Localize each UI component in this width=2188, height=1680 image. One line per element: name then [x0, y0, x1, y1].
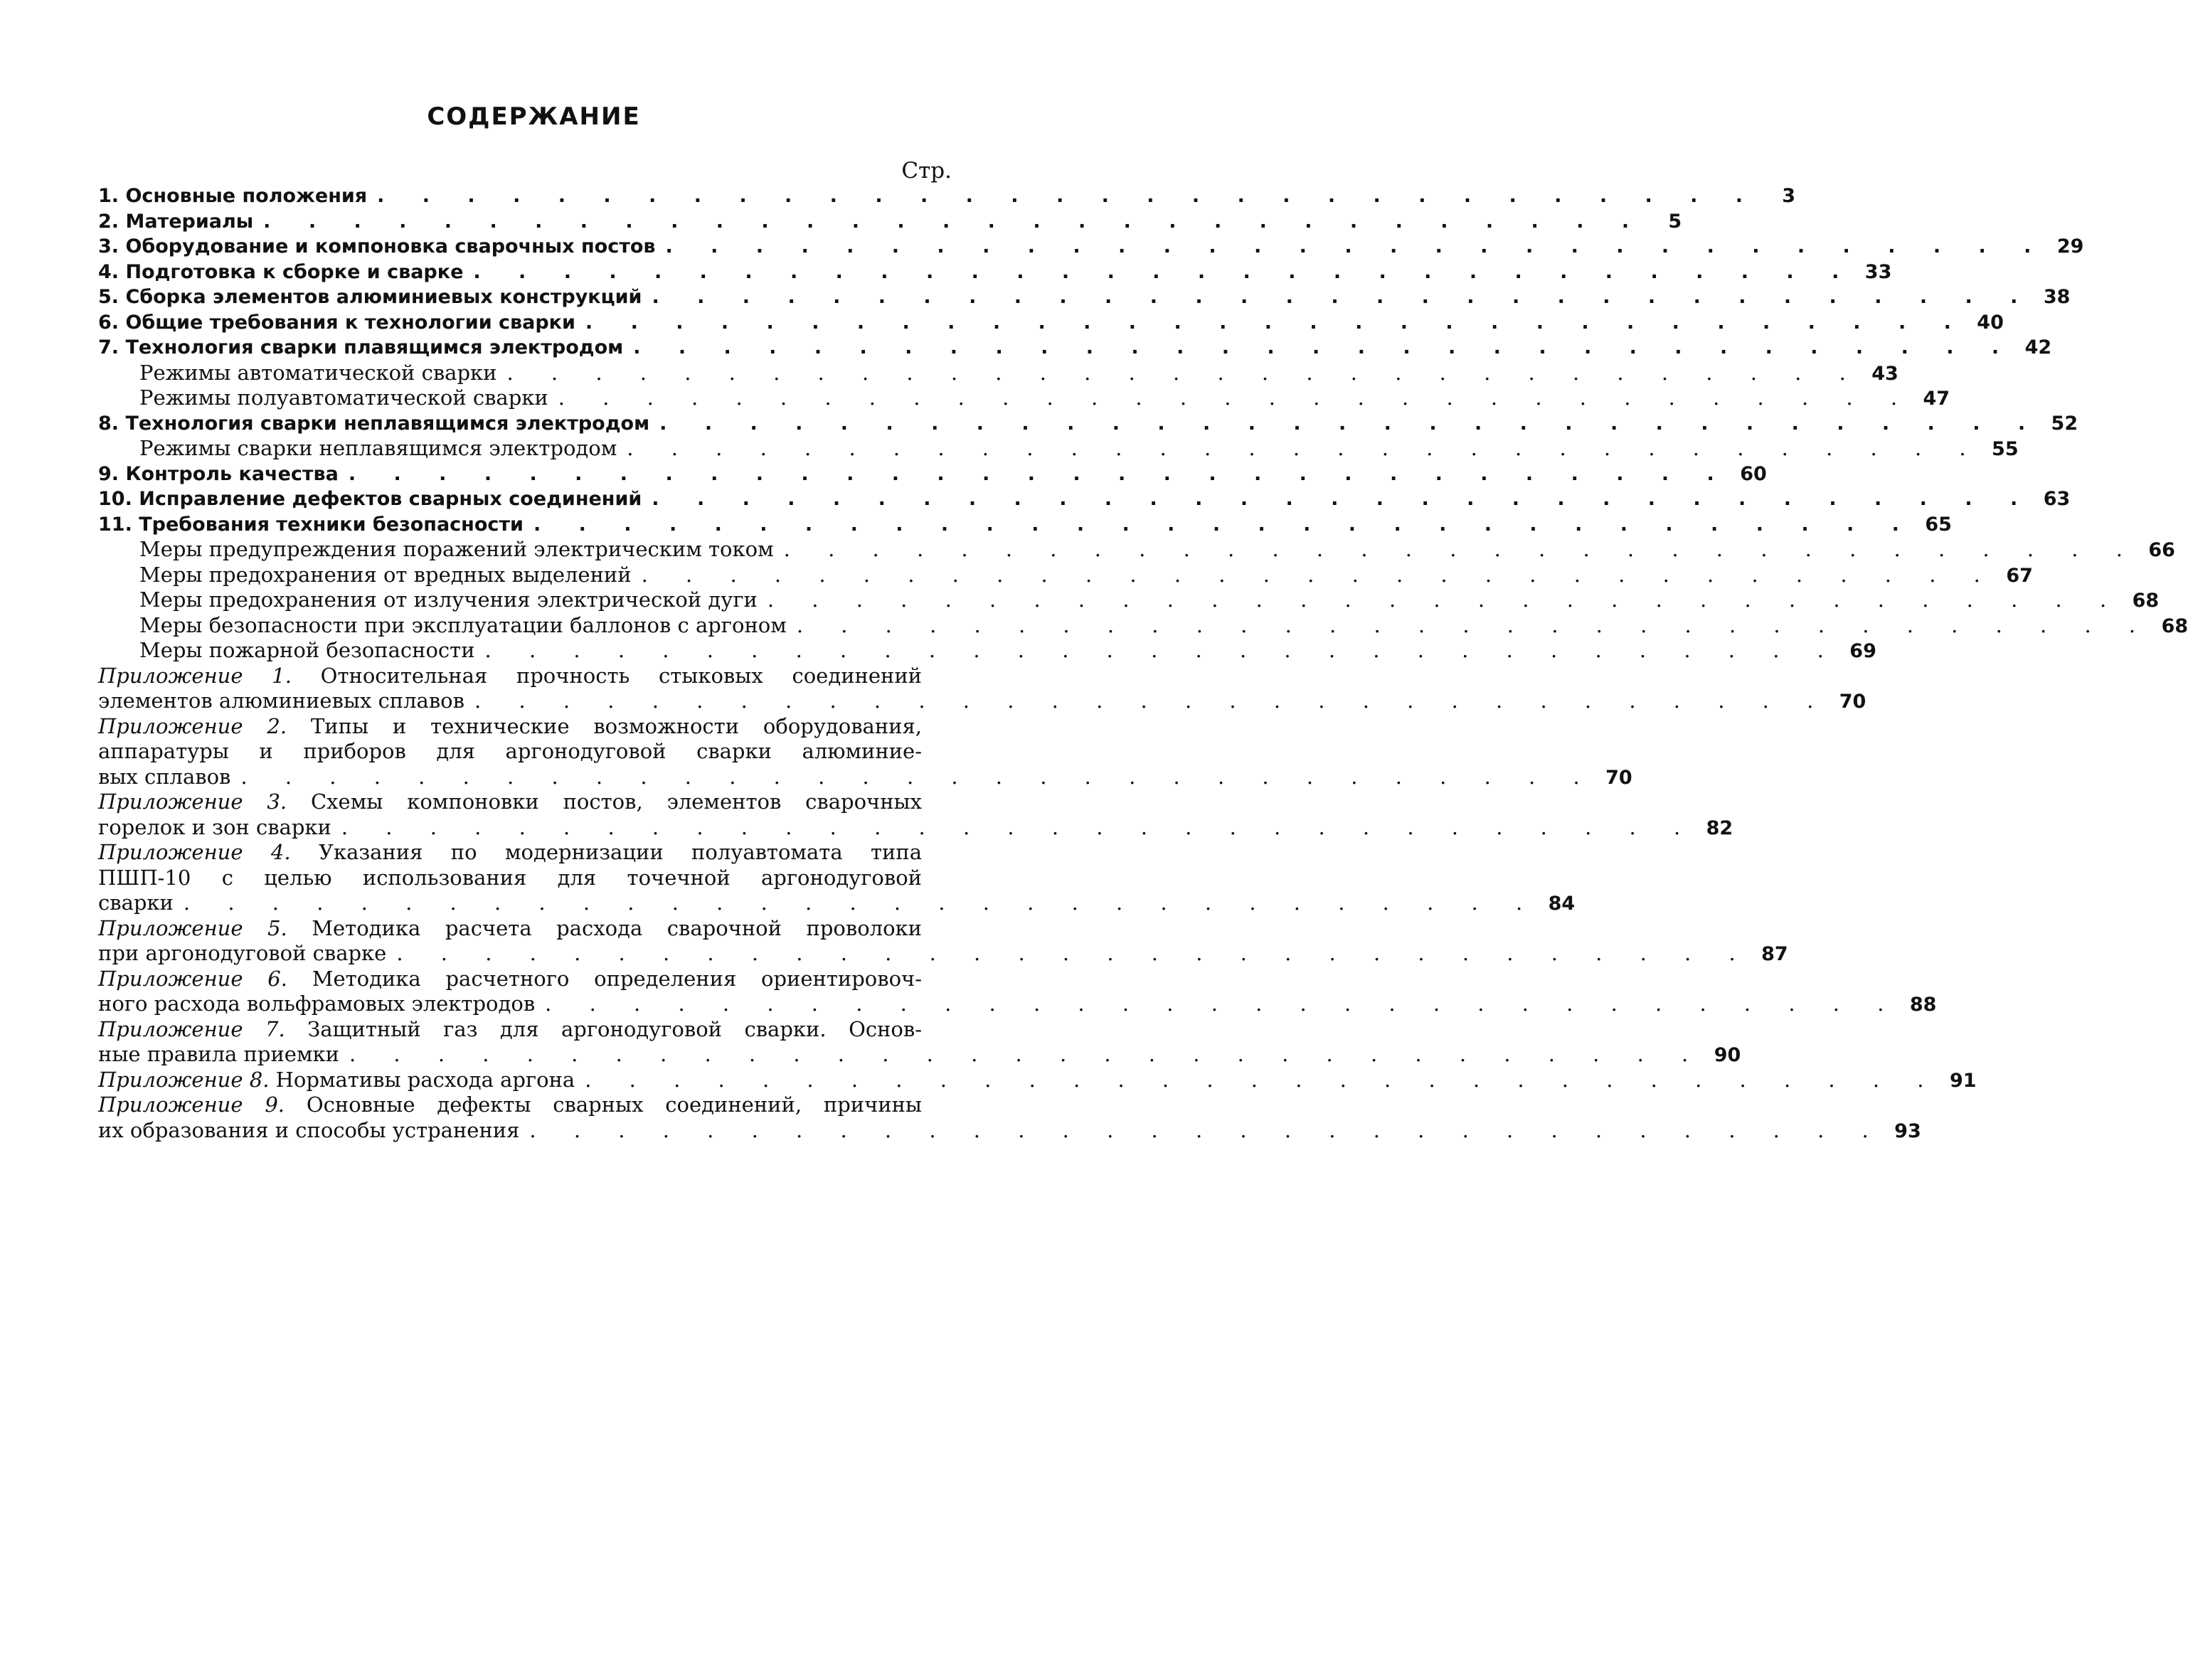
appendix-page: 93 [1894, 1120, 1921, 1142]
appendix-entry [98, 1067, 1977, 1093]
dot-leader: . . . . . . . . . . . . . . . . . . . . . . . . . . . . . . . [348, 462, 1730, 485]
toc-entry-number: 11. [98, 513, 139, 536]
dot-leader: . . . . . . . . . . . . . . . . . . . . . . . . . . . . . . . [558, 386, 1913, 410]
toc-entry-title: Меры безопасности при эксплуатации баллонов с аргоном [139, 612, 787, 637]
dot-leader: . . . . . . . . . . . . . . . . . . . . . . . . . . . . . . . [585, 311, 1967, 334]
appendix-entry [98, 663, 1866, 714]
toc-entry-page: 5 [1668, 210, 1682, 233]
toc-entry [98, 386, 1950, 411]
appendix-entry [98, 1016, 1741, 1068]
toc-entry-title: Меры предохранения от излучения электрической дуги [139, 588, 758, 612]
dot-leader: . . . . . . . . . . . . . . . . . . . . . . . . . . . . . . . [796, 612, 2152, 637]
toc-entry-page: 42 [2024, 336, 2052, 358]
toc-entry-page: 47 [1923, 388, 1950, 410]
toc-entry-title: Меры предохранения от вредных выделений [139, 562, 632, 587]
toc-entry-page: 68 [2161, 615, 2188, 637]
appendix-last-line [98, 1042, 1741, 1068]
dot-leader: . . . . . . . . . . . . . . . . . . . . . . . . . . . . . . . [240, 764, 1595, 789]
appendix-page: 91 [1949, 1069, 1977, 1092]
appendix-last-line [98, 941, 1788, 967]
appendix-text: при аргонодуговой сварке [98, 941, 387, 965]
toc-entry-number: 1. [98, 185, 126, 207]
dot-leader: . . . . . . . . . . . . . . . . . . . . . . . . . . . . . . . [659, 412, 2041, 435]
appendix-last-line [98, 764, 1632, 790]
toc-entry-title: Режимы полуавтоматической сварки [139, 386, 548, 410]
appendix-text: Типы и технические возможности оборудования, [310, 713, 923, 738]
dot-leader: . . . . . . . . . . . . . . . . . . . . . . . . . . . . . . . [484, 638, 1839, 662]
toc-entry [98, 411, 2078, 437]
appendix-text: элементов алюминиевых сплавов [98, 689, 464, 713]
toc-entry-title: Материалы [125, 210, 254, 233]
appendix-page: 70 [1839, 691, 1866, 713]
appendix-line [98, 790, 959, 815]
dot-leader: . . . . . . . . . . . . . . . . . . . . . . . . . . . . . . . [474, 689, 1829, 713]
appendix-entry [98, 966, 1937, 1017]
toc-entry-number: 5. [98, 286, 126, 308]
appendix-page: 70 [1605, 766, 1632, 789]
appendix-text: Указания по модернизации полуавтомата типа [318, 840, 922, 864]
appendix-text: их образования и способы устранения [98, 1117, 520, 1142]
toc-entry [98, 638, 1876, 664]
toc-entry-page: 43 [1871, 362, 1898, 385]
dot-leader: . . . . . . . . . . . . . . . . . . . . . . . . . . . . . . . [263, 210, 1645, 233]
appendix-last-line [98, 890, 1576, 916]
appendix-label: Приложение 2. [98, 713, 287, 738]
dot-leader: . . . . . . . . . . . . . . . . . . . . . . . . . . . . . . . [183, 890, 1539, 915]
appendix-last-line [98, 1117, 1921, 1144]
toc-entry-title: Требования техники безопасности [139, 513, 524, 536]
toc-entry [98, 487, 2071, 512]
dot-leader: . . . . . . . . . . . . . . . . . . . . . . . . . . . . . . . [545, 991, 1900, 1016]
toc-entry-number: 4. [98, 260, 126, 283]
appendix-text: Относительная прочность стыковых соединений [320, 663, 922, 688]
toc-entry-title: Режимы автоматической сварки [139, 360, 497, 385]
toc-entry [98, 335, 2052, 361]
toc-entry-page: 40 [1977, 311, 2004, 334]
appendix-line [98, 739, 959, 765]
toc-entry [98, 285, 2071, 310]
dot-leader: . . . . . . . . . . . . . . . . . . . . . . . . . . . . . . . [652, 286, 2034, 308]
appendix-text: ПШП-10 с целью использования для точечной аргонодуговой [98, 865, 922, 890]
appendix-text: ные правила приемки [98, 1042, 339, 1066]
dot-leader: . . . . . . . . . . . . . . . . . . . . . . . . . . . . . . . [652, 488, 2034, 510]
toc-entry-number: 9. [98, 462, 126, 485]
toc-entry-page: 55 [1992, 438, 2019, 460]
toc-entry-number: 3. [98, 235, 126, 257]
toc-entry [98, 462, 1767, 487]
appendix-label: Приложение 9. [98, 1092, 285, 1117]
toc-entry [98, 588, 2160, 613]
toc-entry-title: Сборка элементов алюминиевых конструкций [125, 286, 642, 308]
toc-entry-page: 65 [1925, 513, 1952, 536]
toc-entry-title: Меры пожарной безопасности [139, 638, 475, 662]
appendix-page: 87 [1761, 943, 1788, 965]
appendix-label: Приложение 8. [98, 1067, 270, 1092]
toc-entry-page: 68 [2132, 590, 2160, 612]
appendix-text: ного расхода вольфрамовых электродов [98, 991, 536, 1016]
dot-leader: . . . . . . . . . . . . . . . . . . . . . . . . . . . . . . . [585, 1067, 1940, 1092]
toc-entry [98, 234, 2084, 260]
appendix-entry [98, 1092, 1921, 1143]
appendix-text: Нормативы расхода аргона [275, 1067, 575, 1092]
dot-leader: . . . . . . . . . . . . . . . . . . . . . . . . . . . . . . . [627, 436, 1982, 460]
toc-entry [98, 184, 1796, 209]
appendix-line [98, 714, 959, 740]
appendix-text: сварки [98, 890, 174, 915]
toc-entry-number: 6. [98, 311, 126, 334]
appendix-text: Методика расчета расхода сварочной проволоки [312, 915, 922, 940]
toc-entry-page: 66 [2148, 539, 2175, 561]
dot-leader: . . . . . . . . . . . . . . . . . . . . . . . . . . . . . . . [377, 185, 1759, 207]
toc-entry-page: 3 [1782, 185, 1796, 207]
appendix-page: 90 [1714, 1044, 1741, 1066]
appendix-text: Защитный газ для аргонодуговой сварки. Основ- [307, 1016, 922, 1041]
appendix-text: Схемы компоновки постов, элементов сварочных [310, 790, 922, 814]
toc-entry [98, 209, 1682, 235]
appendix-text: Основные дефекты сварных соединений, причины [306, 1092, 922, 1117]
appendix-line [98, 866, 959, 891]
toc-entry-number: 7. [98, 336, 126, 358]
toc-entry-page: 67 [2006, 564, 2033, 587]
toc-entry [98, 360, 1898, 386]
dot-leader: . . . . . . . . . . . . . . . . . . . . . . . . . . . . . . . [396, 941, 1751, 965]
appendix-line [98, 1017, 959, 1043]
appendix-entry [98, 915, 1788, 967]
toc-entry-title: Технология сварки неплавящимся электродом [125, 412, 650, 435]
toc-entry [98, 612, 2188, 639]
dot-leader: . . . . . . . . . . . . . . . . . . . . . . . . . . . . . . . [349, 1042, 1704, 1066]
toc-entry-title: Оборудование и компоновка сварочных постов [125, 235, 656, 257]
toc-entry-title: Подготовка к сборке и сварке [125, 260, 464, 283]
dot-leader: . . . . . . . . . . . . . . . . . . . . . . . . . . . . . . . [767, 588, 2123, 612]
toc-entry-page: 38 [2043, 286, 2071, 308]
toc-entry-title: Контроль качества [125, 462, 339, 485]
toc-entry-page: 29 [2056, 235, 2084, 257]
dot-leader: . . . . . . . . . . . . . . . . . . . . . . . . . . . . . . . [641, 562, 1996, 587]
appendix-line [98, 1092, 959, 1118]
appendix-entry [98, 713, 1632, 790]
toc-entry-number: 10. [98, 488, 139, 510]
toc-entry-page: 33 [1864, 260, 1892, 283]
toc-entry [98, 562, 2033, 588]
dot-leader: . . . . . . . . . . . . . . . . . . . . . . . . . . . . . . . [506, 360, 1862, 385]
toc-entry [98, 512, 1952, 538]
appendix-text: Методика расчетного определения ориентировоч- [312, 966, 923, 991]
toc-entry-title: Исправление дефектов сварных соединений [139, 488, 642, 510]
toc-entry-page: 69 [1849, 640, 1876, 662]
appendix-page: 84 [1548, 893, 1576, 915]
toc-entry-title: Основные положения [125, 185, 368, 207]
appendix-label: Приложение 3. [98, 790, 287, 814]
dot-leader: . . . . . . . . . . . . . . . . . . . . . . . . . . . . . . . [341, 814, 1696, 839]
toc-entry [98, 260, 1892, 285]
appendix-line [98, 967, 959, 992]
appendix-label: Приложение 1. [98, 663, 292, 688]
appendix-line [98, 916, 959, 942]
toc-entry [98, 537, 2175, 563]
toc-entry-title: Общие требования к технологии сварки [125, 311, 575, 334]
toc-entry-page: 60 [1740, 462, 1767, 485]
appendix-label: Приложение 6. [98, 966, 287, 991]
toc-entry-page: 52 [2051, 412, 2078, 435]
appendix-label: Приложение 4. [98, 840, 291, 864]
dot-leader: . . . . . . . . . . . . . . . . . . . . . . . . . . . . . . . [529, 1117, 1884, 1142]
toc-entry-title: Режимы сварки неплавящимся электродом [139, 436, 617, 460]
appendix-page: 88 [1909, 994, 1937, 1016]
appendix-last-line [98, 1067, 1977, 1093]
appendix-last-line [98, 814, 1733, 841]
dot-leader: . . . . . . . . . . . . . . . . . . . . . . . . . . . . . . . [633, 336, 2015, 358]
toc-entry-title: Меры предупреждения поражений электрическим током [139, 537, 774, 561]
appendix-label: Приложение 7. [98, 1016, 285, 1041]
dot-leader: . . . . . . . . . . . . . . . . . . . . . . . . . . . . . . . [665, 235, 2047, 257]
appendix-page: 82 [1706, 817, 1733, 839]
appendix-line [98, 840, 959, 866]
appendix-last-line [98, 689, 1866, 714]
appendix-label: Приложение 5. [98, 915, 287, 940]
table-of-contents [98, 158, 2188, 1143]
toc-entry-title: Технология сварки плавящимся электродом [125, 336, 624, 358]
dot-leader: . . . . . . . . . . . . . . . . . . . . . . . . . . . . . . . [533, 513, 1915, 536]
appendix-line [98, 664, 959, 689]
dot-leader: . . . . . . . . . . . . . . . . . . . . . . . . . . . . . . . [783, 537, 2138, 561]
appendix-entry [98, 840, 1576, 916]
page-column-label: Стр. [901, 158, 952, 184]
appendix-last-line [98, 991, 1937, 1017]
appendix-text: аппаратуры и приборов для аргонодуговой сварки алюминие- [98, 739, 922, 763]
page-title: СОДЕРЖАНИЕ [427, 102, 641, 131]
toc-entry-number: 2. [98, 210, 126, 233]
appendix-text: горелок и зон сварки [98, 814, 331, 839]
toc-entry-number: 8. [98, 412, 126, 435]
toc-entry-page: 63 [2043, 488, 2071, 510]
appendix-text: вых сплавов [98, 764, 231, 789]
toc-entry [98, 310, 2004, 336]
appendix-entry [98, 790, 1733, 840]
toc-entry [98, 436, 2019, 462]
dot-leader: . . . . . . . . . . . . . . . . . . . . . . . . . . . . . . . [473, 260, 1855, 283]
